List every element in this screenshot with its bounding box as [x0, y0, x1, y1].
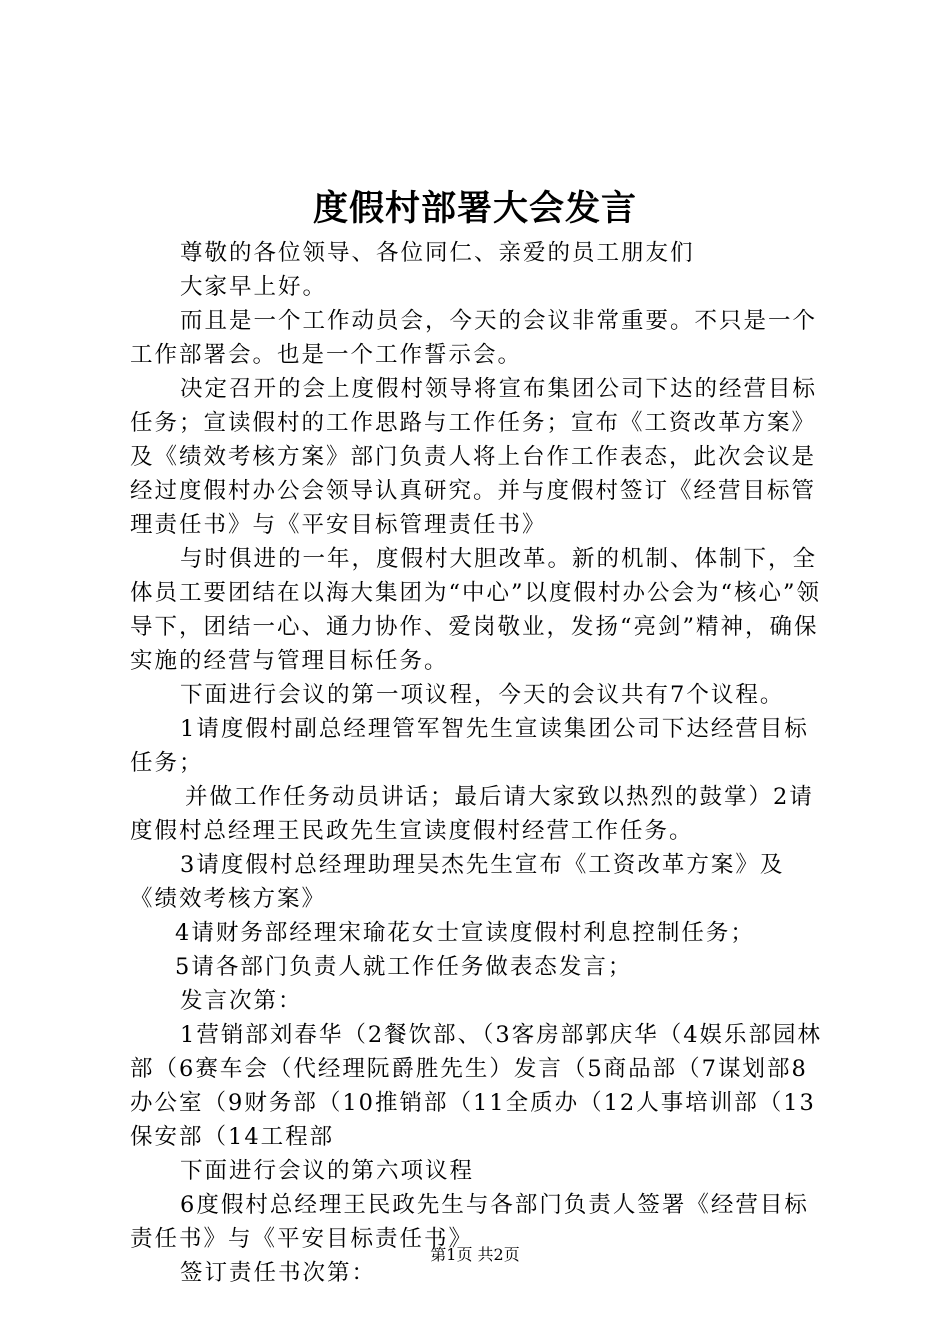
paragraph-signing-order: 签订责任书次第： — [180, 1260, 377, 1286]
page-footer: 第1页 共2页 — [430, 1245, 520, 1264]
paragraph-meeting-agenda: 决定召开的会上度假村领导将宣布集团公司下达的经营目标任务；宣读假村的工作思路与工作任务；宣布《工资改革方案》及《绩效考核方案》部门负责人将上台作工作表态，此次会议是经过度假村办公会领导认真研究。并与度假村签订《经营目标管理责任书》与《平安目标管理责任书》 — [130, 376, 818, 538]
paragraph-agenda-1: 1请度假村副总经理管军智先生宣读集团公司下达经营目标任务； — [130, 716, 809, 776]
paragraph-agenda-3: 3请度假村总经理助理吴杰先生宣布《工资改革方案》及《绩效考核方案》 — [130, 852, 785, 912]
paragraph-sixth-item: 下面进行会议的第六项议程 — [180, 1158, 475, 1184]
paragraph-first-item: 下面进行会议的第一项议程，今天的会议共有7个议程。 — [180, 682, 785, 708]
document-title: 度假村部署大会发言 — [312, 188, 637, 229]
paragraph-speech-order: 发言次第： — [180, 988, 303, 1014]
paragraph-agenda-5: 5请各部门负责人就工作任务做表态发言； — [175, 954, 633, 980]
paragraph-meeting-importance: 而且是一个工作动员会，今天的会议非常重要。不只是一个工作部署会。也是一个工作誓示会。 — [130, 308, 818, 368]
paragraph-agenda-6: 6度假村总经理王民政先生与各部门负责人签署《经营目标责任书》与《平安目标责任书》 — [130, 1192, 809, 1252]
paragraph-morning: 大家早上好。 — [180, 274, 328, 300]
paragraph-department-list: 1营销部刘春华（2餐饮部、（3客房部郭庆华（4娱乐部园林部（6赛车会（代经理阮爵胜先生）发言（5商品部（7谋划部8办公室（9财务部（10推销部（11全质办（12人事培训部（13保安部（14工程部 — [130, 1022, 823, 1150]
paragraph-agenda-2: 并做工作任务动员讲话；最后请大家致以热烈的鼓掌）2请度假村总经理王民政先生宣读度假村经营工作任务。 — [130, 784, 814, 844]
paragraph-agenda-4: 4请财务部经理宋瑜花女士宣读度假村利息控制任务； — [175, 920, 755, 946]
document-body — [130, 236, 830, 1290]
paragraph-reform: 与时俱进的一年，度假村大胆改革。新的机制、体制下，全体员工要团结在以海大集团为“中心”以度假村办公会为“核心”领导下，团结一心、通力协作、爱岗敬业，发扬“亮剑”精神，确保实施的经营与管理目标任务。 — [130, 546, 822, 674]
paragraph-greeting: 尊敬的各位领导、各位同仁、亲爱的员工朋友们 — [180, 240, 695, 266]
